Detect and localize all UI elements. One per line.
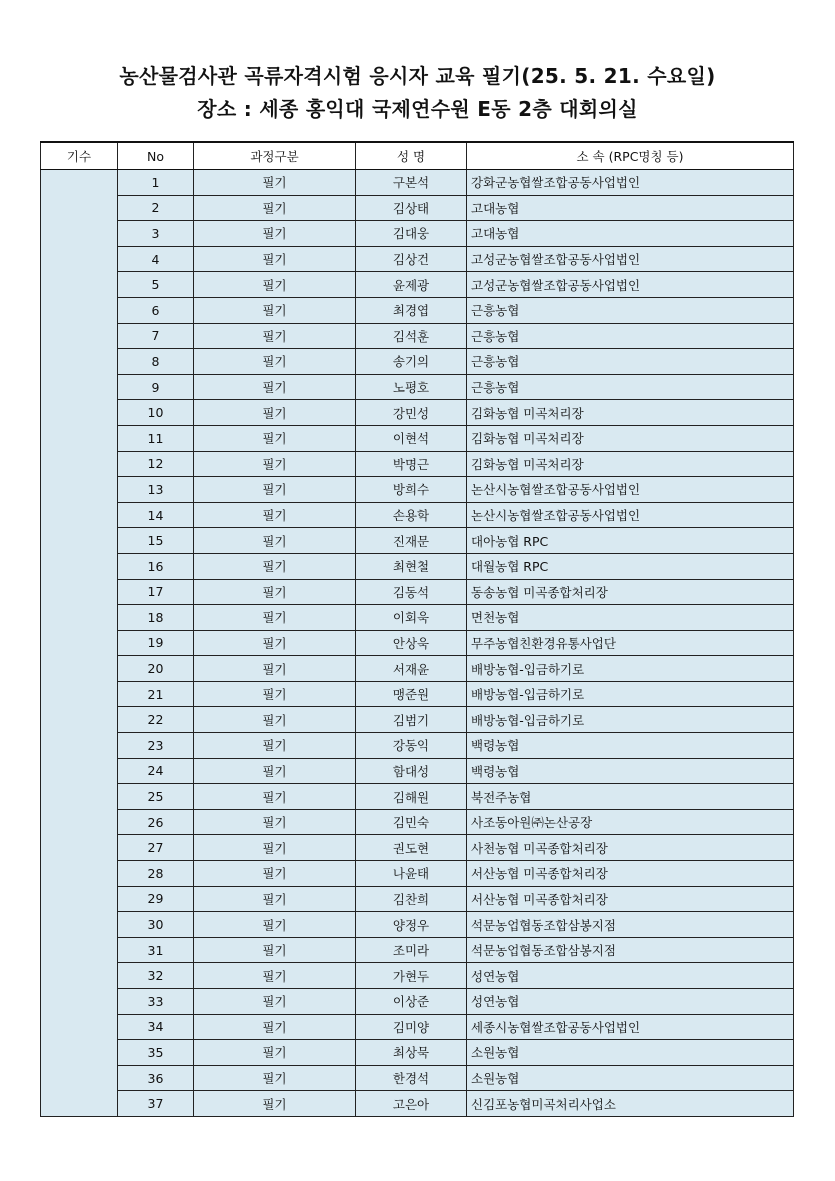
row-course: 필기 <box>194 784 356 810</box>
row-course: 필기 <box>194 707 356 733</box>
table-row <box>41 681 794 707</box>
row-affiliation: 배방농협-입금하기로 <box>467 656 794 682</box>
row-course: 필기 <box>194 886 356 912</box>
row-name: 송기의 <box>356 349 467 375</box>
row-name: 맹준원 <box>356 681 467 707</box>
table-row <box>41 733 794 759</box>
row-affiliation: 근흥농협 <box>467 349 794 375</box>
row-name: 김상태 <box>356 195 467 221</box>
table-row <box>41 297 794 323</box>
row-no: 25 <box>118 784 194 810</box>
row-no: 8 <box>118 349 194 375</box>
row-no: 17 <box>118 579 194 605</box>
row-affiliation: 석문농업협동조합삼봉지점 <box>467 912 794 938</box>
row-affiliation: 서산농협 미곡종합처리장 <box>467 861 794 887</box>
row-no: 19 <box>118 630 194 656</box>
row-affiliation: 강화군농협쌀조합공동사업법인 <box>467 170 794 196</box>
row-course: 필기 <box>194 221 356 247</box>
row-name: 최상묵 <box>356 1040 467 1066</box>
attendee-table <box>40 141 794 1117</box>
row-affiliation: 근흥농협 <box>467 297 794 323</box>
row-no: 33 <box>118 989 194 1015</box>
row-course: 필기 <box>194 502 356 528</box>
row-name: 함대성 <box>356 758 467 784</box>
row-no: 32 <box>118 963 194 989</box>
header-course: 과정구분 <box>194 142 356 170</box>
row-name: 김석훈 <box>356 323 467 349</box>
row-name: 노평호 <box>356 374 467 400</box>
row-course: 필기 <box>194 170 356 196</box>
table-row <box>41 937 794 963</box>
row-name: 방희수 <box>356 477 467 503</box>
row-no: 7 <box>118 323 194 349</box>
row-no: 23 <box>118 733 194 759</box>
row-no: 12 <box>118 451 194 477</box>
row-name: 최현철 <box>356 553 467 579</box>
row-course: 필기 <box>194 630 356 656</box>
row-course: 필기 <box>194 656 356 682</box>
row-course: 필기 <box>194 758 356 784</box>
row-name: 김동석 <box>356 579 467 605</box>
row-no: 30 <box>118 912 194 938</box>
row-name: 이상준 <box>356 989 467 1015</box>
row-affiliation: 소원농협 <box>467 1065 794 1091</box>
row-course: 필기 <box>194 1065 356 1091</box>
table-row <box>41 1065 794 1091</box>
row-course: 필기 <box>194 451 356 477</box>
row-affiliation: 대아농협 RPC <box>467 528 794 554</box>
table-row <box>41 963 794 989</box>
row-no: 5 <box>118 272 194 298</box>
table-row <box>41 758 794 784</box>
header-affiliation: 소 속 (RPC명칭 등) <box>467 142 794 170</box>
header-name: 성 명 <box>356 142 467 170</box>
table-row <box>41 221 794 247</box>
table-row <box>41 784 794 810</box>
row-name: 안상욱 <box>356 630 467 656</box>
row-affiliation: 석문농업협동조합삼봉지점 <box>467 937 794 963</box>
row-name: 이회욱 <box>356 605 467 631</box>
table-row <box>41 400 794 426</box>
row-no: 15 <box>118 528 194 554</box>
row-affiliation: 동송농협 미곡종합처리장 <box>467 579 794 605</box>
row-course: 필기 <box>194 835 356 861</box>
row-affiliation: 세종시농협쌀조합공동사업법인 <box>467 1014 794 1040</box>
row-course: 필기 <box>194 963 356 989</box>
row-affiliation: 대월농협 RPC <box>467 553 794 579</box>
table-row <box>41 835 794 861</box>
row-no: 34 <box>118 1014 194 1040</box>
header-gisu: 기수 <box>41 142 118 170</box>
row-no: 26 <box>118 809 194 835</box>
row-name: 김상건 <box>356 246 467 272</box>
row-no: 21 <box>118 681 194 707</box>
table-row <box>41 579 794 605</box>
header-no: No <box>118 142 194 170</box>
table-row <box>41 528 794 554</box>
row-course: 필기 <box>194 374 356 400</box>
row-affiliation: 근흥농협 <box>467 374 794 400</box>
row-course: 필기 <box>194 349 356 375</box>
row-no: 9 <box>118 374 194 400</box>
table-row <box>41 272 794 298</box>
row-name: 진재문 <box>356 528 467 554</box>
table-row <box>41 323 794 349</box>
row-course: 필기 <box>194 323 356 349</box>
table-row <box>41 1091 794 1117</box>
row-course: 필기 <box>194 528 356 554</box>
row-course: 필기 <box>194 400 356 426</box>
row-affiliation: 사조동아원㈜논산공장 <box>467 809 794 835</box>
table-row <box>41 912 794 938</box>
row-course: 필기 <box>194 553 356 579</box>
table-row <box>41 349 794 375</box>
row-course: 필기 <box>194 425 356 451</box>
row-affiliation: 서산농협 미곡종합처리장 <box>467 886 794 912</box>
gisu-cell <box>41 170 118 1117</box>
row-no: 24 <box>118 758 194 784</box>
row-name: 양정우 <box>356 912 467 938</box>
row-no: 13 <box>118 477 194 503</box>
row-name: 김민숙 <box>356 809 467 835</box>
row-name: 서재윤 <box>356 656 467 682</box>
table-row <box>41 809 794 835</box>
row-affiliation: 신김포농협미곡처리사업소 <box>467 1091 794 1117</box>
table-row <box>41 605 794 631</box>
row-name: 박명근 <box>356 451 467 477</box>
table-row <box>41 861 794 887</box>
row-affiliation: 성연농협 <box>467 989 794 1015</box>
row-no: 10 <box>118 400 194 426</box>
row-no: 3 <box>118 221 194 247</box>
row-no: 20 <box>118 656 194 682</box>
document-title: 농산물검사관 곡류자격시험 응시자 교육 필기(25. 5. 21. 수요일) <box>119 64 716 88</box>
row-affiliation: 고대농협 <box>467 195 794 221</box>
row-course: 필기 <box>194 297 356 323</box>
row-no: 14 <box>118 502 194 528</box>
row-no: 31 <box>118 937 194 963</box>
row-no: 35 <box>118 1040 194 1066</box>
table-row <box>41 246 794 272</box>
row-course: 필기 <box>194 1040 356 1066</box>
row-name: 한경석 <box>356 1065 467 1091</box>
table-header-row <box>41 142 794 170</box>
row-affiliation: 고대농협 <box>467 221 794 247</box>
row-name: 이현석 <box>356 425 467 451</box>
row-affiliation: 백령농협 <box>467 758 794 784</box>
row-affiliation: 북전주농협 <box>467 784 794 810</box>
table-row <box>41 630 794 656</box>
row-course: 필기 <box>194 195 356 221</box>
row-name: 가현두 <box>356 963 467 989</box>
row-affiliation: 근흥농협 <box>467 323 794 349</box>
row-no: 37 <box>118 1091 194 1117</box>
row-no: 18 <box>118 605 194 631</box>
table-row <box>41 451 794 477</box>
row-no: 29 <box>118 886 194 912</box>
row-affiliation: 논산시농협쌀조합공동사업법인 <box>467 502 794 528</box>
row-name: 강동익 <box>356 733 467 759</box>
row-affiliation: 논산시농협쌀조합공동사업법인 <box>467 477 794 503</box>
row-no: 28 <box>118 861 194 887</box>
row-course: 필기 <box>194 989 356 1015</box>
row-affiliation: 성연농협 <box>467 963 794 989</box>
row-course: 필기 <box>194 861 356 887</box>
row-name: 구본석 <box>356 170 467 196</box>
row-course: 필기 <box>194 937 356 963</box>
table-row <box>41 170 794 196</box>
row-affiliation: 배방농협-입금하기로 <box>467 681 794 707</box>
row-course: 필기 <box>194 681 356 707</box>
table-row <box>41 886 794 912</box>
row-affiliation: 면천농협 <box>467 605 794 631</box>
row-no: 22 <box>118 707 194 733</box>
row-no: 2 <box>118 195 194 221</box>
row-affiliation: 사천농협 미곡종합처리장 <box>467 835 794 861</box>
row-affiliation: 소원농협 <box>467 1040 794 1066</box>
row-course: 필기 <box>194 246 356 272</box>
table-row <box>41 553 794 579</box>
row-course: 필기 <box>194 1091 356 1117</box>
table-row <box>41 502 794 528</box>
table-row <box>41 656 794 682</box>
row-course: 필기 <box>194 605 356 631</box>
row-name: 고은아 <box>356 1091 467 1117</box>
table-row <box>41 1014 794 1040</box>
table-row <box>41 707 794 733</box>
table-row <box>41 1040 794 1066</box>
row-affiliation: 배방농협-입금하기로 <box>467 707 794 733</box>
table-row <box>41 374 794 400</box>
row-affiliation: 고성군농협쌀조합공동사업법인 <box>467 246 794 272</box>
row-name: 손용학 <box>356 502 467 528</box>
table-row <box>41 425 794 451</box>
row-course: 필기 <box>194 809 356 835</box>
row-name: 조미라 <box>356 937 467 963</box>
row-affiliation: 백령농협 <box>467 733 794 759</box>
row-no: 4 <box>118 246 194 272</box>
row-no: 6 <box>118 297 194 323</box>
row-course: 필기 <box>194 1014 356 1040</box>
row-no: 11 <box>118 425 194 451</box>
row-name: 김찬희 <box>356 886 467 912</box>
row-affiliation: 김화농협 미곡처리장 <box>467 400 794 426</box>
row-name: 권도현 <box>356 835 467 861</box>
row-name: 최경엽 <box>356 297 467 323</box>
row-no: 16 <box>118 553 194 579</box>
row-name: 김범기 <box>356 707 467 733</box>
row-name: 김미양 <box>356 1014 467 1040</box>
row-no: 36 <box>118 1065 194 1091</box>
row-course: 필기 <box>194 733 356 759</box>
row-course: 필기 <box>194 477 356 503</box>
location-subtitle: 장소 : 세종 홍익대 국제연수원 E동 2층 대회의실 <box>197 97 638 121</box>
row-course: 필기 <box>194 272 356 298</box>
row-name: 김해원 <box>356 784 467 810</box>
row-affiliation: 고성군농협쌀조합공동사업법인 <box>467 272 794 298</box>
row-course: 필기 <box>194 579 356 605</box>
row-affiliation: 무주농협친환경유통사업단 <box>467 630 794 656</box>
table-row <box>41 989 794 1015</box>
row-name: 김대웅 <box>356 221 467 247</box>
row-no: 27 <box>118 835 194 861</box>
row-affiliation: 김화농협 미곡처리장 <box>467 425 794 451</box>
table-row <box>41 477 794 503</box>
row-name: 나윤태 <box>356 861 467 887</box>
table-row <box>41 195 794 221</box>
row-course: 필기 <box>194 912 356 938</box>
row-affiliation: 김화농협 미곡처리장 <box>467 451 794 477</box>
row-name: 윤제광 <box>356 272 467 298</box>
row-name: 강민성 <box>356 400 467 426</box>
row-no: 1 <box>118 170 194 196</box>
